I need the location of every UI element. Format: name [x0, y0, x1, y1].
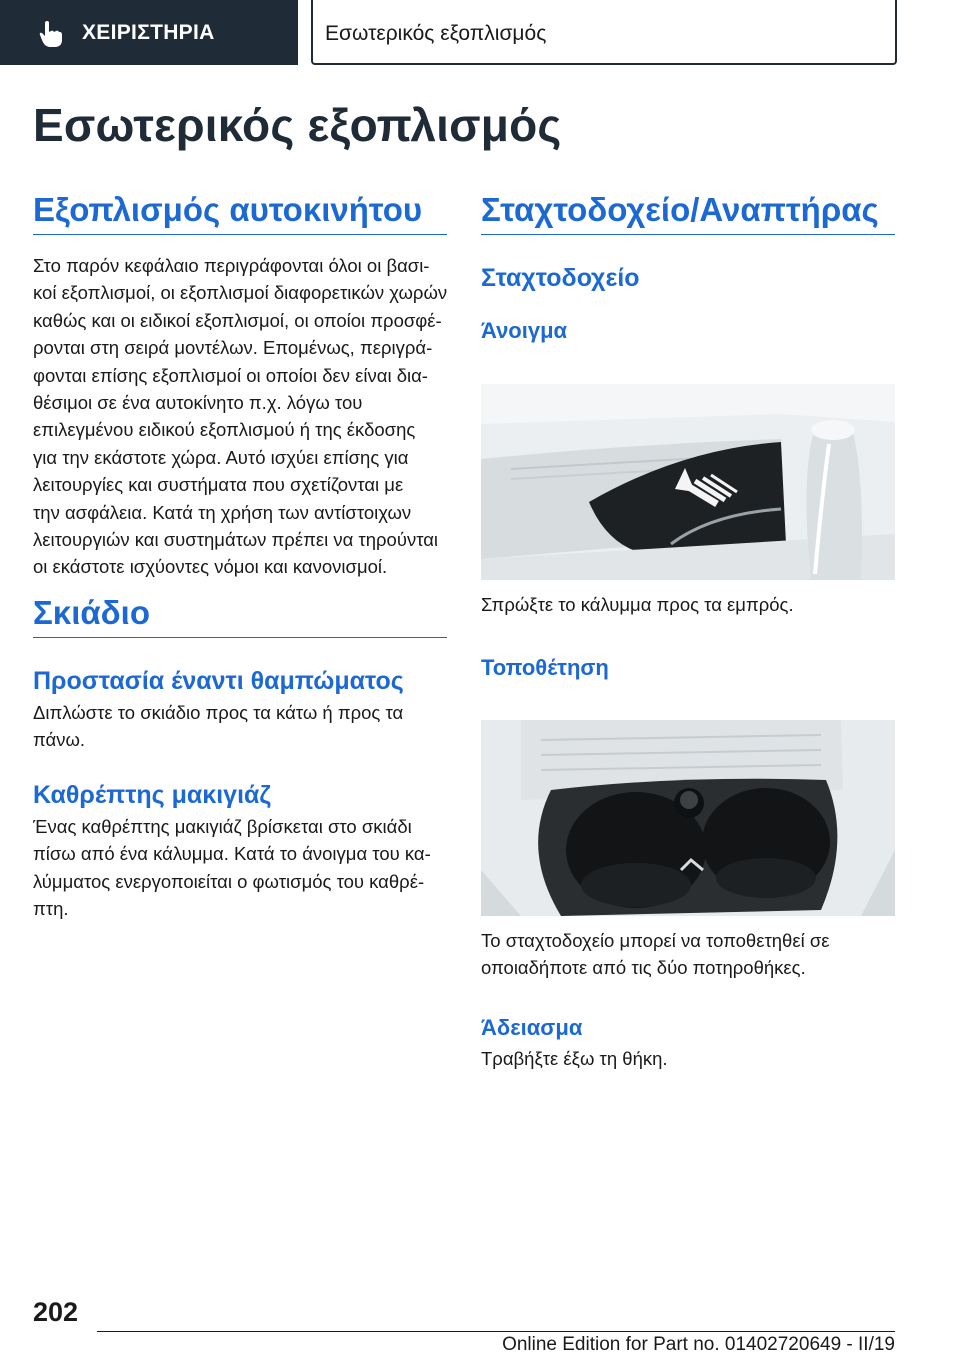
text-line: φονται επίσης εξοπλισμοί οι οποίοι δεν είναι δια- [33, 364, 428, 386]
text-line: λειτουργιών και συστημάτων πρέπει να τηρούνται [33, 529, 439, 551]
ashtray-lighter-rule [481, 234, 895, 235]
placement-heading: Τοποθέτηση [481, 655, 609, 680]
ashtray-opening-image [481, 384, 895, 580]
text-line: την ασφάλεια. Κατά τη χρήση των αντίστοιχων [33, 501, 412, 523]
opening-caption: Σπρώξτε το κάλυμμα προς τα εμπρός. [481, 594, 794, 615]
ashtray-opening-illustration [481, 384, 895, 580]
glare-protection-paragraph [33, 699, 403, 754]
text-line: για την εκάστοτε χώρα. Αυτό ισχύει επίσης για [33, 446, 409, 468]
breadcrumb-label: Εσωτερικός εξοπλισμός [325, 22, 547, 45]
glare-protection-heading: Προστασία έναντι θαμπώματος [33, 667, 404, 695]
sunvisor-heading: Σκιάδιο [33, 594, 150, 631]
text-line: οι εκάστοτε ισχύοντες νόμοι και κανονισμοί. [33, 556, 388, 578]
text-line: λειτουργίες και συστήματα που σχετίζονται με [33, 474, 404, 496]
ashtray-placement-illustration [481, 720, 895, 916]
text-line: κοί εξοπλισμοί, οι εξοπλισμοί διαφορετικών χωρών [33, 282, 448, 304]
opening-heading: Άνοιγμα [481, 318, 568, 343]
vanity-mirror-paragraph [33, 813, 431, 923]
text-line: ρονται στη σειρά μοντέλων. Επομένως, περιγρά- [33, 337, 433, 359]
section-tab[interactable] [0, 0, 298, 65]
text-line: πτη. [33, 898, 69, 920]
text-line: θέσιμοι σε ένα αυτοκίνητο π.χ. λόγω του [33, 392, 363, 414]
equipment-paragraph [33, 252, 447, 581]
hand-pointer-icon [38, 20, 64, 48]
ashtray-lighter-heading: Σταχτοδοχείο/Αναπτήρας [481, 191, 879, 228]
page-number: 202 [33, 1297, 79, 1327]
ashtray-heading: Σταχτοδοχείο [481, 264, 640, 292]
text-line: Διπλώστε το σκιάδιο προς τα κάτω ή προς τα [33, 702, 404, 723]
ashtray-placement-image [481, 720, 895, 916]
text-line: επιλεγμένου ειδικού εξοπλισμού ή της έκδοσης [33, 419, 416, 441]
emptying-caption: Τραβήξτε έξω τη θήκη. [481, 1048, 668, 1069]
text-line: καθώς και οι ειδικοί εξοπλισμοί, οι οποίοι προσφέ- [33, 309, 442, 331]
footer-rule [97, 1331, 895, 1332]
equipment-heading: Εξοπλισμός αυτοκινήτου [33, 191, 423, 228]
text-line: λύμματος ενεργοποιείται ο φωτισμός του καθρέ- [33, 870, 425, 892]
vanity-mirror-heading: Καθρέπτης μακιγιάζ [33, 781, 271, 809]
section-tab-label: ΧΕΙΡΙΣΤΗΡΙΑ [82, 21, 215, 44]
text-line: Ένας καθρέπτης μακιγιάζ βρίσκεται στο σκιάδι [33, 816, 412, 837]
emptying-heading: Άδειασμα [481, 1015, 583, 1040]
footer-edition: Online Edition for Part no. 01402720649 - II/19 [502, 1334, 895, 1355]
text-line: πίσω από ένα κάλυμμα. Κατά το άνοιγμα του κα- [33, 843, 431, 865]
text-line: Το σταχτοδοχείο μπορεί να τοποθετηθεί σε [481, 930, 830, 951]
text-line: πάνω. [33, 729, 86, 751]
page-title: Εσωτερικός εξοπλισμός [33, 99, 562, 151]
placement-paragraph [481, 927, 830, 982]
sunvisor-rule [33, 637, 447, 638]
text-line: Στο παρόν κεφάλαιο περιγράφονται όλοι οι βασι- [33, 255, 430, 276]
breadcrumb [311, 0, 897, 65]
equipment-rule [33, 234, 447, 235]
text-line: οποιαδήποτε από τις δύο ποτηροθήκες. [481, 957, 806, 979]
